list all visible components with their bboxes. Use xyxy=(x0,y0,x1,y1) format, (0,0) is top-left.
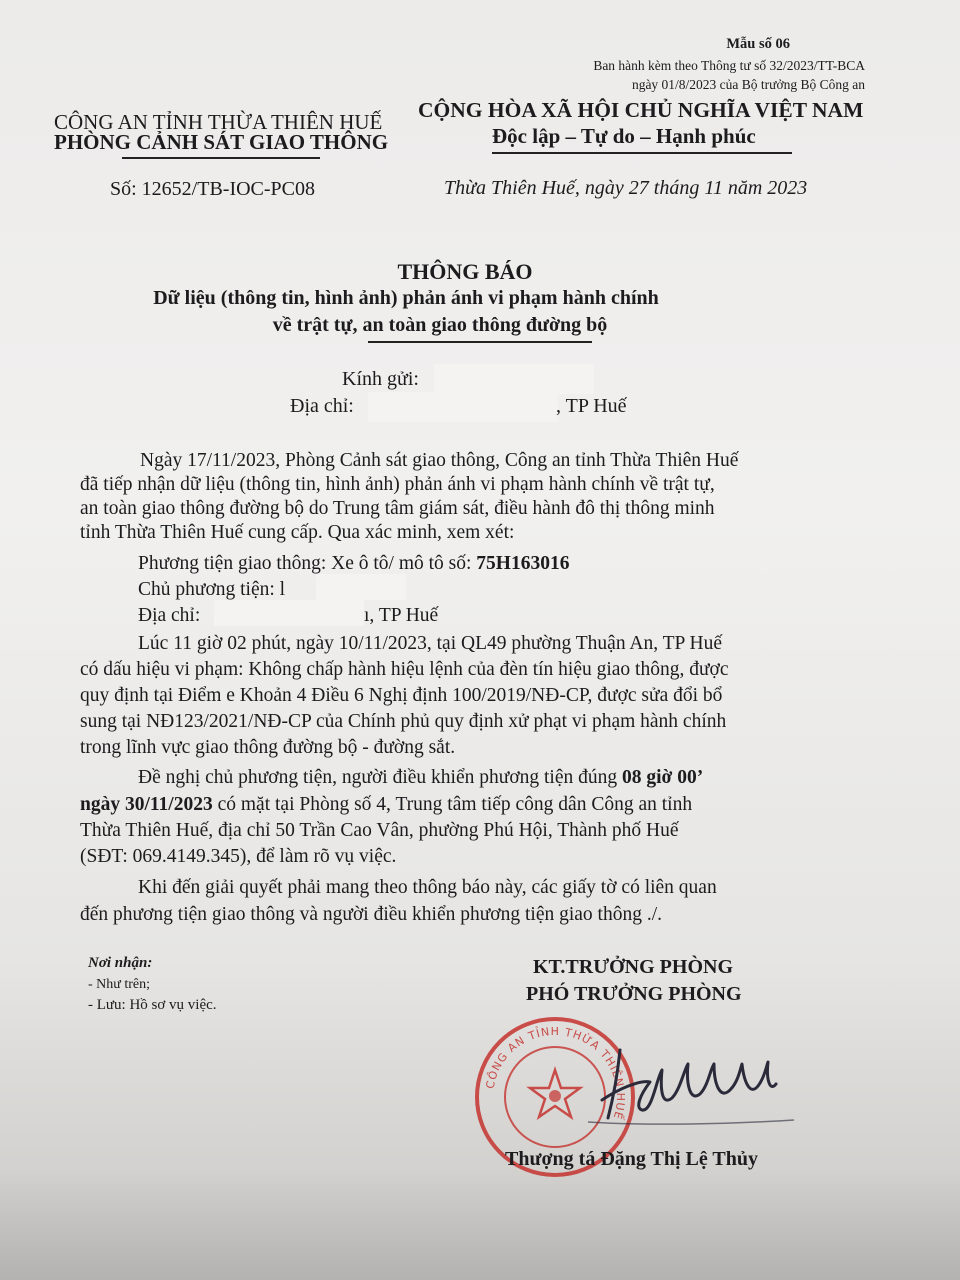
redacted-owner xyxy=(316,574,406,600)
stamp-text: CÔNG AN TỈNH THỪA THIÊN HUẾ xyxy=(483,1024,628,1122)
notice-subtitle-1: Dữ liệu (thông tin, hình ảnh) phản ánh vi phạm hành chính xyxy=(153,287,659,309)
signature-role-2: PHÓ TRƯỞNG PHÒNG xyxy=(526,983,742,1005)
document-number: Số: 12652/TB-IOC-PC08 xyxy=(110,178,316,200)
place-date: Thừa Thiên Huế, ngày 27 tháng 11 năm 2023 xyxy=(444,177,808,199)
handwritten-signature-icon xyxy=(580,1040,800,1130)
para4-line1: Khi đến giải quyết phải mang theo thông báo này, các giấy tờ có liên quan xyxy=(138,877,717,898)
vehicle-line xyxy=(138,552,569,576)
appointment-time: 08 giờ 00’ xyxy=(622,767,704,788)
para2-line5: trong lĩnh vực giao thông đường bộ - đường sắt. xyxy=(80,737,456,758)
vehicle-plate: 75H163016 xyxy=(476,553,570,574)
signature-role-1: KT.TRƯỞNG PHÒNG xyxy=(533,956,733,978)
para4-line2: đến phương tiện giao thông và người điều khiển phương tiện giao thông ./. xyxy=(80,904,663,925)
appointment-date: ngày 30/11/2023 xyxy=(80,794,213,815)
para2-line4: sung tại NĐ123/2021/NĐ-CP của Chính phủ quy định xử phạt vi phạm hành chính xyxy=(80,711,727,732)
nation-name: CỘNG HÒA XÃ HỘI CHỦ NGHĨA VIỆT NAM xyxy=(418,98,864,122)
para3-line2-b: có mặt tại Phòng số 4, Trung tâm tiếp công dân Công an tỉnh xyxy=(212,794,693,815)
form-issued-line2: ngày 01/8/2023 của Bộ trưởng Bộ Công an xyxy=(631,77,865,92)
vehicle-label: Phương tiện giao thông: Xe ô tô/ mô tô số: xyxy=(138,553,477,574)
para1-line4: tỉnh Thừa Thiên Huế cung cấp. Qua xác minh, xem xét: xyxy=(80,522,515,543)
redacted-recipient xyxy=(434,364,594,394)
title-underline xyxy=(368,341,592,343)
address-suffix: , TP Huế xyxy=(556,395,627,417)
agency-parent: CÔNG AN TỈNH THỪA THIÊN HUẾ xyxy=(54,110,383,134)
para1-line2: đã tiếp nhận dữ liệu (thông tin, hình ảnh) phản ánh vi phạm hành chính về trật tự, xyxy=(80,474,715,495)
nation-motto: Độc lập – Tự do – Hạnh phúc xyxy=(492,124,756,148)
para3-line1 xyxy=(138,766,703,790)
notice-subtitle-2: về trật tự, an toàn giao thông đường bộ xyxy=(272,314,608,336)
signer-name: Thượng tá Đặng Thị Lệ Thủy xyxy=(505,1148,758,1170)
form-issued-line1: Ban hành kèm theo Thông tư số 32/2023/TT-BCA xyxy=(593,58,865,73)
para2-line1: Lúc 11 giờ 02 phút, ngày 10/11/2023, tại QL49 phường Thuận An, TP Huế xyxy=(138,633,723,654)
recipient-label: Kính gửi: xyxy=(342,368,419,390)
owner-address-suffix: ı, TP Huế xyxy=(364,605,439,626)
para3-line3: Thừa Thiên Huế, địa chỉ 50 Trần Cao Vân, phường Phú Hội, Thành phố Huế xyxy=(80,820,679,841)
para2-line3: quy định tại Điểm e Khoản 4 Điều 6 Nghị định 100/2019/NĐ-CP, được sửa đổi bổ xyxy=(80,685,723,706)
para3-line4: (SĐT: 069.4149.345), để làm rõ vụ việc. xyxy=(80,846,397,867)
motto-underline xyxy=(492,152,792,154)
recipients-item-1: - Như trên; xyxy=(88,977,151,992)
owner-label: Chủ phương tiện: l xyxy=(138,579,286,600)
recipients-item-2: - Lưu: Hồ sơ vụ việc. xyxy=(88,997,217,1013)
address-label: Địa chỉ: xyxy=(290,395,354,417)
photo-shadow xyxy=(0,1170,960,1280)
para2-line2: có dấu hiệu vi phạm: Không chấp hành hiệu lệnh của đèn tín hiệu giao thông, được xyxy=(80,659,729,680)
recipients-title: Nơi nhận: xyxy=(88,955,153,971)
owner-address-label: Địa chỉ: xyxy=(138,605,201,626)
para1-line3: an toàn giao thông đường bộ do Trung tâm giám sát, điều hành đô thị thông minh xyxy=(80,498,715,519)
para3-line2 xyxy=(80,793,692,817)
form-number: Mẫu số 06 xyxy=(726,36,790,52)
redacted-owner-address xyxy=(214,600,364,626)
agency-underline xyxy=(122,157,320,159)
agency-name: PHÒNG CẢNH SÁT GIAO THÔNG xyxy=(54,130,389,154)
redacted-address xyxy=(368,392,558,422)
para3-line1-a: Đề nghị chủ phương tiện, người điều khiển phương tiện đúng xyxy=(138,767,622,788)
para1-line1: Ngày 17/11/2023, Phòng Cảnh sát giao thông, Công an tỉnh Thừa Thiên Huế xyxy=(140,450,739,471)
notice-title: THÔNG BÁO xyxy=(397,259,533,284)
